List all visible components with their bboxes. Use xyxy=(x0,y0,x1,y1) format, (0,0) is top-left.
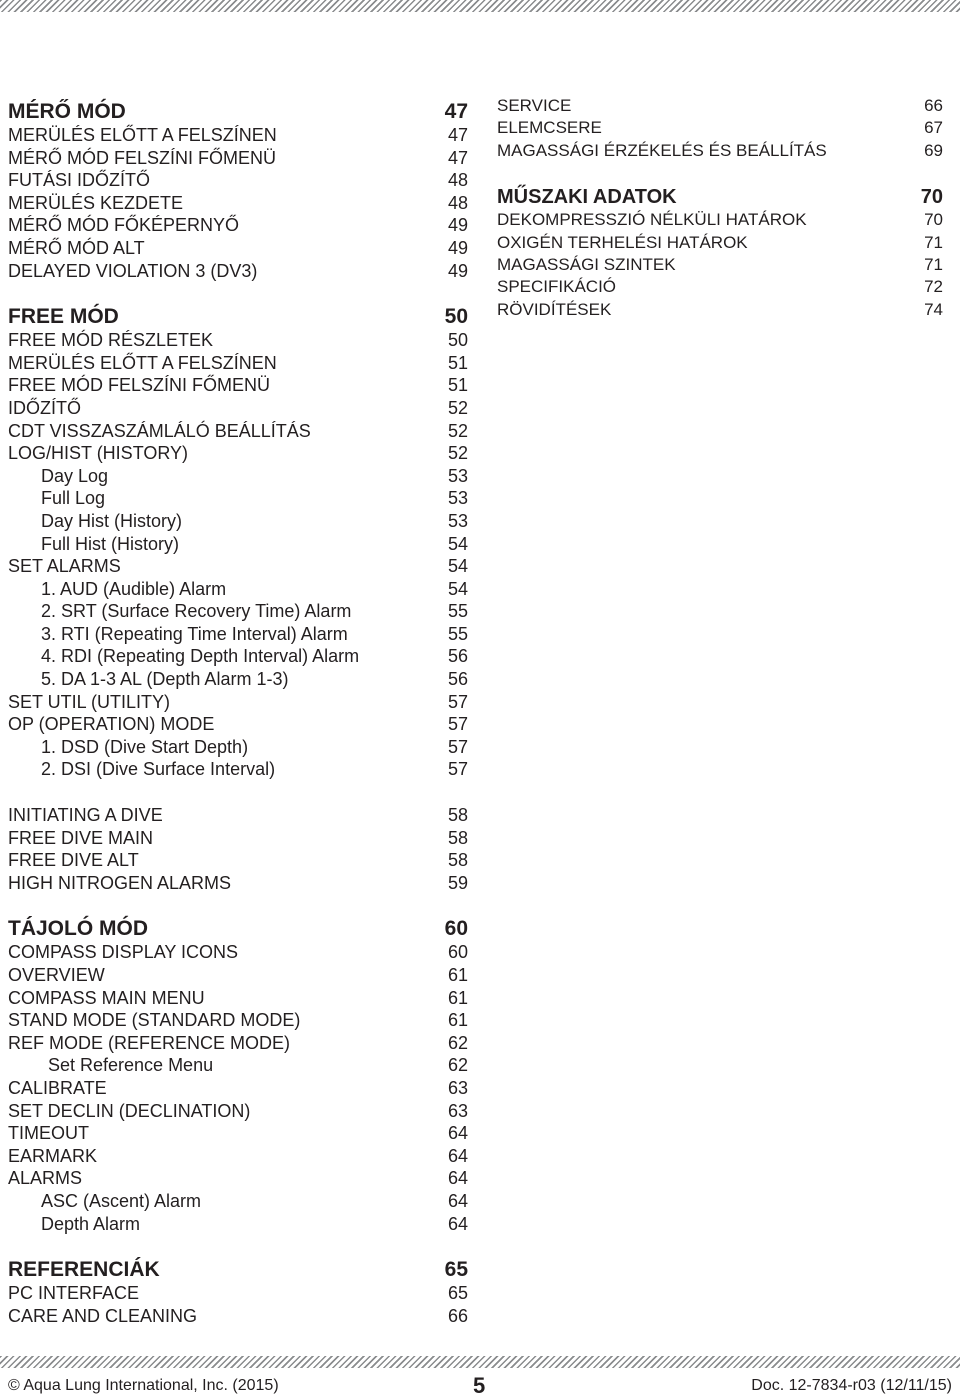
toc-entry[interactable] xyxy=(8,329,468,352)
toc-entry-title: DEKOMPRESSZIÓ NÉLKÜLI HATÁROK xyxy=(497,210,807,230)
toc-entry-title: LOG/HIST (HISTORY) xyxy=(8,443,189,464)
bottom-stripe-decoration xyxy=(0,1356,960,1368)
toc-entry[interactable] xyxy=(8,214,468,237)
toc-entry-page: 58 xyxy=(447,827,468,848)
toc-entry-page: 51 xyxy=(447,375,468,396)
toc-heading-title: TÁJOLÓ MÓD xyxy=(8,917,148,941)
toc-entry[interactable] xyxy=(8,849,468,872)
toc-section xyxy=(8,305,468,781)
toc-entry[interactable] xyxy=(8,827,468,850)
toc-entry[interactable] xyxy=(8,645,468,668)
toc-entry-title: MAGASSÁGI SZINTEK xyxy=(497,254,676,274)
toc-entry-page: 49 xyxy=(447,215,468,236)
toc-entry-title: CARE AND CLEANING xyxy=(8,1305,198,1326)
toc-entry[interactable] xyxy=(8,1305,468,1328)
toc-entry[interactable] xyxy=(8,964,468,987)
toc-entry-page: 58 xyxy=(447,805,468,826)
toc-entry-title: MERÜLÉS ELŐTT A FELSZÍNEN xyxy=(8,352,277,373)
toc-entry-title: Day Log xyxy=(41,465,109,486)
toc-entry[interactable] xyxy=(8,192,468,215)
toc-entry[interactable] xyxy=(8,1167,468,1190)
toc-entry-title: RÖVIDÍTÉSEK xyxy=(497,299,612,319)
toc-entry-page: 55 xyxy=(447,623,468,644)
toc-entry-title: SET DECLIN (DECLINATION) xyxy=(8,1100,251,1121)
toc-heading-page: 70 xyxy=(920,186,943,209)
toc-entry[interactable] xyxy=(8,758,468,781)
toc-entry-page: 71 xyxy=(924,232,943,252)
toc-entry-page: 60 xyxy=(447,942,468,963)
toc-heading-title: MŰSZAKI ADATOK xyxy=(497,186,677,209)
footer-doc-id: Doc. 12-7834-r03 (12/11/15) xyxy=(751,1377,952,1394)
toc-entry-title: PC INTERFACE xyxy=(8,1283,140,1304)
toc-entry-page: 53 xyxy=(447,488,468,509)
toc-entry-page: 48 xyxy=(447,170,468,191)
toc-entry-title: Day Hist (History) xyxy=(41,510,183,531)
toc-entry-page: 56 xyxy=(447,646,468,667)
toc-entry[interactable] xyxy=(8,578,468,601)
footer-copyright: © Aqua Lung International, Inc. (2015) xyxy=(8,1377,279,1394)
toc-entry[interactable] xyxy=(8,442,468,465)
toc-entry-title: DELAYED VIOLATION 3 (DV3) xyxy=(8,260,258,281)
toc-entry[interactable] xyxy=(8,374,468,397)
toc-entry[interactable] xyxy=(8,1032,468,1055)
toc-entry-page: 54 xyxy=(447,533,468,554)
toc-entry-page: 67 xyxy=(924,118,943,138)
toc-heading[interactable] xyxy=(8,100,468,124)
toc-entry-page: 54 xyxy=(447,578,468,599)
toc-entry-title: 1. AUD (Audible) Alarm xyxy=(41,578,227,599)
toc-entry-title: OVERVIEW xyxy=(8,965,105,985)
toc-entry[interactable] xyxy=(8,169,468,192)
toc-entry[interactable] xyxy=(8,260,468,283)
toc-entry[interactable] xyxy=(8,600,468,623)
toc-section xyxy=(8,804,468,894)
toc-entry-title: INITIATING A DIVE xyxy=(8,805,163,826)
toc-entry-page: 65 xyxy=(447,1283,468,1304)
section-gap xyxy=(8,894,468,917)
toc-entry-page: 61 xyxy=(447,965,468,985)
toc-section xyxy=(497,95,943,162)
toc-entry[interactable] xyxy=(8,510,468,533)
toc-entry-page: 57 xyxy=(447,759,468,780)
toc-entry-title: 1. DSD (Dive Start Depth) xyxy=(41,736,249,757)
toc-entry-title: 4. RDI (Repeating Depth Interval) Alarm xyxy=(41,646,360,667)
toc-entry-title: HIGH NITROGEN ALARMS xyxy=(8,872,232,893)
toc-entry-title: REF MODE (REFERENCE MODE) xyxy=(8,1032,291,1053)
toc-heading-page: 50 xyxy=(444,305,468,329)
toc-entry-title: CALIBRATE xyxy=(8,1077,107,1098)
toc-entry-page: 64 xyxy=(447,1190,468,1211)
toc-entry-page: 59 xyxy=(447,872,468,893)
toc-entry[interactable] xyxy=(497,299,943,321)
toc-right-column xyxy=(497,95,943,321)
toc-entry[interactable] xyxy=(8,691,468,714)
toc-entry-page: 64 xyxy=(447,1123,468,1144)
toc-entry-title: TIMEOUT xyxy=(8,1123,89,1144)
toc-entry[interactable] xyxy=(8,1009,468,1032)
toc-entry-title: MERÜLÉS KEZDETE xyxy=(8,192,184,213)
toc-section xyxy=(8,100,468,282)
toc-entry-page: 48 xyxy=(447,192,468,213)
toc-entry-page: 51 xyxy=(447,352,468,373)
toc-entry-title: IDŐZÍTŐ xyxy=(8,397,81,418)
toc-heading[interactable] xyxy=(8,917,468,941)
toc-entry-title: STAND MODE (STANDARD MODE) xyxy=(8,1010,301,1031)
toc-entry-title: SERVICE xyxy=(497,96,572,115)
toc-entry[interactable] xyxy=(497,209,943,231)
toc-entry[interactable] xyxy=(8,668,468,691)
toc-entry-page: 64 xyxy=(447,1213,468,1234)
toc-heading[interactable] xyxy=(8,305,468,329)
toc-entry-title: MAGASSÁGI ÉRZÉKELÉS ÉS BEÁLLÍTÁS xyxy=(497,140,827,160)
section-gap xyxy=(497,162,943,185)
toc-entry-page: 71 xyxy=(924,254,943,274)
toc-entry-page: 47 xyxy=(447,125,468,145)
toc-entry-page: 50 xyxy=(447,330,468,351)
toc-entry-page: 61 xyxy=(447,987,468,1008)
toc-entry-title: FREE DIVE ALT xyxy=(8,850,139,871)
toc-entry[interactable] xyxy=(8,804,468,827)
toc-entry[interactable] xyxy=(497,276,943,298)
toc-entry-page: 62 xyxy=(447,1032,468,1053)
toc-entry-title: 2. SRT (Surface Recovery Time) Alarm xyxy=(41,601,352,622)
toc-entry-page: 47 xyxy=(447,147,468,168)
toc-entry-title: FUTÁSI IDŐZÍTŐ xyxy=(8,170,150,191)
toc-entry[interactable] xyxy=(8,736,468,759)
toc-entry[interactable] xyxy=(497,117,943,139)
toc-entry-page: 63 xyxy=(447,1100,468,1121)
toc-entry[interactable] xyxy=(8,1100,468,1123)
section-gap xyxy=(8,781,468,804)
toc-entry-title: ALARMS xyxy=(8,1168,83,1189)
toc-entry-title: ELEMCSERE xyxy=(497,118,602,138)
toc-entry[interactable] xyxy=(8,713,468,736)
toc-heading-title: REFERENCIÁK xyxy=(8,1258,160,1282)
toc-entry-page: 66 xyxy=(924,96,943,115)
toc-entry-title: EARMARK xyxy=(8,1145,98,1166)
toc-entry-page: 49 xyxy=(447,260,468,281)
toc-entry[interactable] xyxy=(8,1122,468,1145)
toc-heading-title: FREE MÓD xyxy=(8,305,119,329)
toc-entry-page: 55 xyxy=(447,601,468,622)
toc-heading[interactable] xyxy=(8,1258,468,1282)
section-gap xyxy=(8,282,468,305)
toc-left-column xyxy=(8,100,468,1327)
footer-page-number: 5 xyxy=(473,1373,486,1398)
toc-entry-page: 62 xyxy=(447,1055,468,1076)
section-gap xyxy=(8,1235,468,1258)
toc-entry[interactable] xyxy=(8,465,468,488)
toc-entry-page: 56 xyxy=(447,669,468,690)
toc-entry[interactable] xyxy=(8,1190,468,1213)
toc-entry-title: Full Log xyxy=(41,488,106,509)
toc-entry[interactable] xyxy=(497,254,943,276)
toc-entry[interactable] xyxy=(497,95,943,117)
toc-entry-title: FREE DIVE MAIN xyxy=(8,827,154,848)
toc-entry-title: COMPASS MAIN MENU xyxy=(8,987,205,1008)
toc-entry-title: Depth Alarm xyxy=(41,1213,141,1234)
toc-entry[interactable] xyxy=(8,1282,468,1305)
toc-entry-title: FREE MÓD RÉSZLETEK xyxy=(8,330,214,351)
toc-entry-page: 49 xyxy=(447,237,468,258)
toc-entry-title: OP (OPERATION) MODE xyxy=(8,714,215,735)
toc-entry-title: MÉRŐ MÓD ALT xyxy=(8,237,145,258)
toc-heading[interactable] xyxy=(497,185,943,209)
toc-entry-title: SET UTIL (UTILITY) xyxy=(8,691,171,712)
toc-entry[interactable] xyxy=(8,1213,468,1236)
toc-heading-page: 60 xyxy=(444,917,468,941)
toc-entry[interactable] xyxy=(8,397,468,420)
toc-entry-title: OXIGÉN TERHELÉSI HATÁROK xyxy=(497,232,748,252)
toc-entry-title: MÉRŐ MÓD FELSZÍNI FŐMENÜ xyxy=(8,147,277,168)
toc-entry-page: 53 xyxy=(447,510,468,531)
toc-entry[interactable] xyxy=(8,623,468,646)
toc-entry-page: 72 xyxy=(924,277,943,297)
toc-entry[interactable] xyxy=(8,124,468,147)
toc-entry-title: Set Reference Menu xyxy=(48,1055,214,1076)
toc-entry[interactable] xyxy=(8,237,468,260)
toc-entry-title: 5. DA 1-3 AL (Depth Alarm 1-3) xyxy=(41,669,289,690)
toc-entry-page: 53 xyxy=(447,465,468,486)
toc-entry-page: 57 xyxy=(447,714,468,735)
toc-entry-page: 70 xyxy=(924,210,943,230)
toc-entry[interactable] xyxy=(8,1145,468,1168)
toc-entry-page: 69 xyxy=(924,140,943,160)
toc-entry-title: SPECIFIKÁCIÓ xyxy=(497,277,617,297)
toc-entry-page: 64 xyxy=(447,1168,468,1189)
toc-entry-title: SET ALARMS xyxy=(8,556,121,577)
toc-entry[interactable] xyxy=(8,533,468,556)
toc-entry-page: 52 xyxy=(447,397,468,418)
toc-entry-page: 54 xyxy=(447,556,468,577)
toc-heading-page: 47 xyxy=(444,100,468,123)
toc-entry[interactable] xyxy=(8,420,468,443)
toc-section xyxy=(8,917,468,1235)
toc-entry-title: FREE MÓD FELSZÍNI FŐMENÜ xyxy=(8,375,271,396)
toc-entry-title: MÉRŐ MÓD FŐKÉPERNYŐ xyxy=(8,215,240,236)
toc-entry[interactable] xyxy=(497,140,943,162)
toc-entry[interactable] xyxy=(8,555,468,578)
toc-entry[interactable] xyxy=(8,1077,468,1100)
toc-entry-page: 63 xyxy=(447,1077,468,1098)
toc-entry-title: 3. RTI (Repeating Time Interval) Alarm xyxy=(41,623,348,644)
toc-entry-page: 64 xyxy=(447,1145,468,1166)
toc-entry-title: COMPASS DISPLAY ICONS xyxy=(8,942,239,963)
toc-entry-page: 57 xyxy=(447,736,468,757)
toc-entry[interactable] xyxy=(8,987,468,1010)
toc-heading-title: MÉRŐ MÓD xyxy=(8,100,126,123)
toc-entry[interactable] xyxy=(8,352,468,375)
toc-entry-title: Full Hist (History) xyxy=(41,533,179,554)
toc-entry[interactable] xyxy=(8,941,468,964)
toc-entry[interactable] xyxy=(497,232,943,254)
toc-section xyxy=(8,1258,468,1327)
toc-entry[interactable] xyxy=(8,872,468,895)
toc-entry-title: CDT VISSZASZÁMLÁLÓ BEÁLLÍTÁS xyxy=(8,420,311,441)
toc-entry[interactable] xyxy=(8,1054,468,1077)
toc-entry-title: ASC (Ascent) Alarm xyxy=(41,1190,202,1211)
toc-heading-page: 65 xyxy=(444,1258,468,1282)
toc-entry-page: 66 xyxy=(447,1305,468,1326)
toc-entry-title: MERÜLÉS ELŐTT A FELSZÍNEN xyxy=(8,125,277,145)
toc-entry-page: 52 xyxy=(447,420,468,441)
toc-entry-page: 57 xyxy=(447,691,468,712)
toc-entry-title: 2. DSI (Dive Surface Interval) xyxy=(41,759,276,780)
toc-entry-page: 61 xyxy=(447,1010,468,1031)
top-stripe-decoration xyxy=(0,0,960,12)
toc-entry[interactable] xyxy=(8,147,468,170)
toc-section xyxy=(497,185,943,321)
toc-entry-page: 74 xyxy=(924,299,943,319)
toc-entry-page: 58 xyxy=(447,850,468,871)
toc-entry-page: 52 xyxy=(447,443,468,464)
toc-entry[interactable] xyxy=(8,487,468,510)
